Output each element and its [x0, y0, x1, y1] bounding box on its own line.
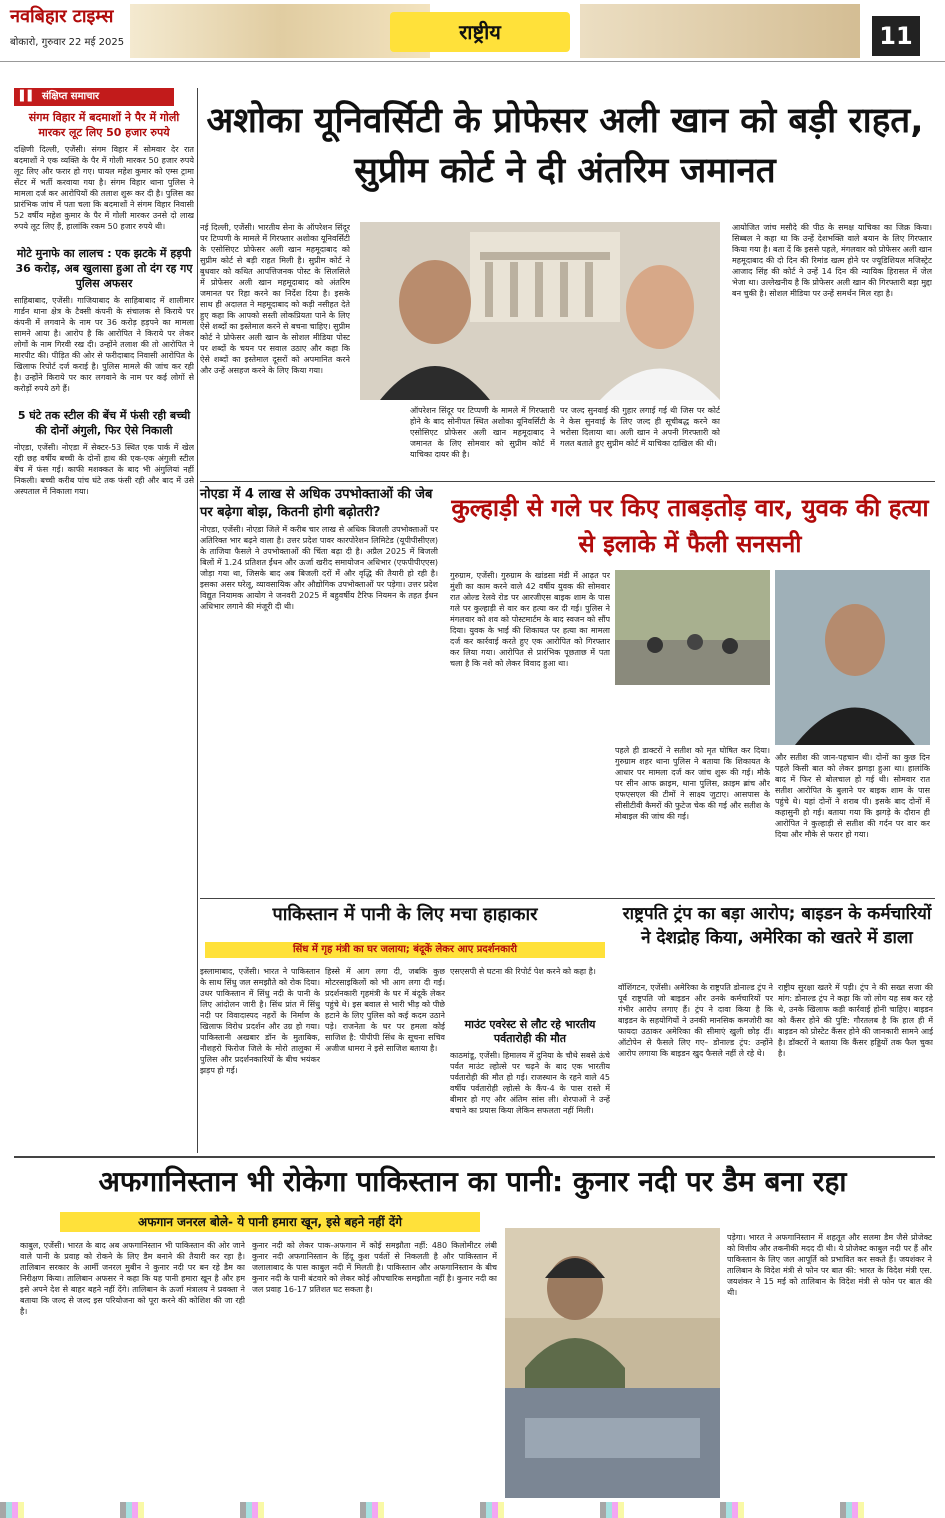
- mountaineer-body: काठमांडू, एजेंसी। हिमालय में दुनिया के चौथे सबसे ऊंचे पर्वत माउंट ल्होत्से पर चढ़ने के बाद एक भारतीय पर्वतारोही की मौत हो गई। राजस्थान के रहने वाले 45 वर्षीय पर्वतारोही ल्होत्से के कैंप-4 के पास रास्ते में बीमार हो गए और अंतिम सांस ली। शेरपाओं ने उन्हें बचाने का प्रयास किया लेकिन सफलता नहीं मिली।: [450, 1051, 610, 1115]
- header-decoration: [130, 4, 430, 58]
- crime-scene-photo: [615, 570, 770, 685]
- afghanistan-column-1: काबुल, एजेंसी। भारत के बाद अब अफगानिस्तान भी पाकिस्तान की ओर जाने वाले पानी के प्रवाह को रोकने के लिए डैम बनाने की तैयारी कर रहा है। तालिबान सरकार के आर्मी जनरल मुबीन ने कुनार नदी पर बन रहे डैम का निरीक्षण किया। तालिबान अफसर ने कहा कि यह पानी हमारा खून है और हम इसे अपने देश से बाहर बहने नहीं देंगे। तालिबान के ऊर्जा मंत्रालय ने प्रवक्ता ने बताया कि जल्द से जल्द इस परियोजना को पूरा करने की कोशिश की जा रही है।: [20, 1241, 245, 1316]
- noida-headline: नोएडा में 4 लाख से अधिक उपभोक्ताओं की जेब पर बढ़ेगा बोझ, कितनी होगी बढ़ोतरी?: [200, 487, 433, 520]
- main-story-column-3: पर जल्द सुनवाई की गुहार लगाई गई थी जिस पर कोर्ट ने केस सुनवाई के लिए जल्द ही सूचीबद्ध करने का भरोसा दिलाया था। अली खान ने अपनी गिरफ्तारी को गलत बताते हुए सुप्रीम कोर्ट में याचिका दाखिल की थी।: [560, 406, 720, 448]
- afghan-general-photo: [505, 1228, 720, 1498]
- column-rule: [197, 88, 198, 1153]
- pakistan-column-3: एसएसपी से घटना की रिपोर्ट पेश करने को कहा है।: [450, 967, 596, 976]
- trump-column-1: वॉशिंगटन, एजेंसी। अमेरिका के राष्ट्रपति डोनाल्ड ट्रंप ने पूर्व राष्ट्रपति जो बाइडन और उनके कर्मचारियों पर गंभीर आरोप लगाए हैं। ट्रंप ने दावा किया है कि बाइडन के सहयोगियों ने उनकी मानसिक कमजोरी का फायदा उठाकर अमेरिका की सीमाएं खुली छोड़ दीं। ऑटोपेन से फैसले लिए गए– डोनाल्ड ट्रंप: उन्होंने आरोप लगाया कि बाइडन खुद फैसले नहीं ले रहे थे।: [618, 983, 773, 1058]
- pakistan-headline: पाकिस्तान में पानी के लिए मचा हाहाकार: [272, 904, 538, 925]
- brief-body-3: नोएडा, एजेंसी। नोएडा में सेक्टर-53 स्थित एक पार्क में खेल रही छह वर्षीय बच्ची के दोनों हाथ की एक-एक अंगुली स्टील बेंच में फंस गई। काफी मशक्कत के बाद भी अंगुलियां नहीं निकली। बच्ची करीब पांच घंटे तक फंसी रही और बाद में उसे अस्पताल में निकाला गया।: [14, 443, 194, 496]
- brief-headline-3: 5 घंटे तक स्टील की बेंच में फंसी रही बच्ची की दोनों अंगुली, फिर ऐसे निकाली: [17, 409, 191, 437]
- afghanistan-subheadline: अफगान जनरल बोले- ये पानी हमारा खून, इसे बहने नहीं देंगे: [60, 1212, 480, 1232]
- afghanistan-headline: अफगानिस्तान भी रोकेगा पाकिस्तान का पानी: कुनार नदी पर डैम बना रहा: [98, 1165, 847, 1198]
- main-headline: अशोका यूनिवर्सिटी के प्रोफेसर अली खान को बड़ी राहत, सुप्रीम कोर्ट ने दी अंतरिम जमानत: [206, 101, 924, 191]
- masthead: नवबिहार टाइम्स: [10, 6, 114, 27]
- section-rule: [200, 481, 935, 482]
- noida-body: नोएडा, एजेंसी। नोएडा जिले में करीब चार लाख से अधिक बिजली उपभोक्ताओं पर अतिरिक्त भार बढ़ने वाला है। उत्तर प्रदेश पावर कारपोरेशन लिमिटेड (यूपीपीसीएल) के ताजिया फैसले ने उपभोक्ताओं की चिंता बढ़ा दी है। अप्रैल 2025 में बिजली बिलों में 1.24 प्रतिशत ईंधन और ऊर्जा खरीद समायोजन अधिभार (एफपीपीएएस) जोड़ा गया था, जिसके बाद अब बिजली दरों में और वृद्धि की तैयारी हो रही है। इसका असर घरेलू, व्यावसायिक और औद्योगिक उपभोक्ताओं पर पड़ेगा। उत्तर प्रदेश विद्युत नियामक आयोग ने जनवरी 2025 में बहुवर्षीय टैरिफ नियमन के तहत ईंधन अधिभार लगाने की मंजूरी दी थी।: [200, 525, 438, 611]
- section-rule-2: [200, 898, 935, 899]
- page-header: [0, 0, 945, 62]
- trump-column-2: राष्ट्रीय सुरक्षा खतरे में पड़ी। ट्रंप ने की सख्त सजा की मांग: डोनाल्ड ट्रंप ने कहा कि जो लोग यह सब कर रहे थे, उनके खिलाफ कड़ी कार्रवाई होनी चाहिए। बाइडन को कैंसर होने की पुष्टि: गौरतलब है कि हाल ही में बाइडन को प्रोस्टेट कैंसर होने की जानकारी सामने आई है। डॉक्टरों ने बताया कि कैंसर हड्डियों तक फैल चुका है।: [778, 983, 933, 1058]
- main-story-photo: [360, 222, 720, 400]
- section-rule-3: [14, 1156, 935, 1158]
- pakistan-subheadline: सिंध में गृह मंत्री का घर जलाया; बंदूकें लेकर आए प्रदर्शनकारी: [205, 942, 605, 958]
- page-number: 11: [872, 16, 920, 56]
- brief-headline-2: मोटे मुनाफे का लालच : एक झटके में हड़पी 36 करोड़, अब खुलासा हुआ तो दंग रह गए पुलिस अफसर: [15, 247, 193, 290]
- trump-headline: राष्ट्रपति ट्रंप का बड़ा आरोप; बाइडन के कर्मचारियों ने देशद्रोह किया, अमेरिका को खतरे में डाला: [622, 904, 932, 948]
- afghanistan-column-3: पड़ेगा। भारत ने अफगानिस्तान में शहतूत और सलमा डैम जैसे प्रोजेक्ट को वित्तीय और तकनीकी मदद दी थी। ये प्रोजेक्ट काबुल नदी पर हैं और पाकिस्तान के लिए जल आपूर्ति को प्रभावित कर सकते हैं। जयशंकर ने तालिबान के विदेश मंत्री से फोन पर बात की: भारत के विदेश मंत्री एस. जयशंकर ने 15 मई को तालिबान के विदेश मंत्री से फोन पर बात की थी।: [727, 1233, 932, 1297]
- pakistan-column-2: हिस्से में आग लगा दी, जबकि कुछ मोटरसाइकिलों को भी आग लगा दी गई। प्रदर्शनकारी गृहमंत्री के घर में बंदूकें लेकर पहुंचे थे। इस बवाल से भारी भीड़ को पीछे हटाने के लिए पुलिस को कई कदम उठाने पड़े। राजनेता के घर पर हमला कोई साजिश है: पीपीपी सिंध के सूचना सचिव अजीज धामरा ने इसे साजिश बताया है।: [325, 967, 445, 1053]
- brief-body-2: साहिबाबाद, एजेंसी। गाजियाबाद के साहिबाबाद में शालीमार गार्डन थाना क्षेत्र के टैक्सी कंपनी के संचालक से किराये पर कंपनी में लगवाने के नाम पर 36 करोड़ हड़पने का मामला सामने आया है। आरोप है कि आरोपित ने किराये पर लेकर लोगों के नाम गिरवी रख दी। उन्होंने तलाश की तो आरोपित ने मारपीट की। पीड़ित की ओर से फरीदाबाद निवासी आरोपित के खिलाफ रिपोर्ट दर्ज कराई है। पुलिस मामले की जांच कर रही है। उन्होंने किराये पर कार लगवाने के नाम पर कई लोगों से करोड़ों रुपये ठगे हैं।: [14, 296, 194, 393]
- header-decoration-right: [580, 4, 860, 58]
- mountaineer-headline: माउंट एवरेस्ट से लौट रहे भारतीय पर्वतारोही की मौत: [464, 1018, 596, 1045]
- sidebar-brief-news: [14, 88, 194, 1153]
- main-story-column-1: नई दिल्ली, एजेंसी। भारतीय सेना के ऑपरेशन सिंदूर पर टिप्पणी के मामले में गिरफ्तार अशोका यूनिवर्सिटी के एसोसिएट प्रोफेसर अली खान महमूदाबाद को सुप्रीम कोर्ट से बड़ी राहत मिली है। सुप्रीम कोर्ट ने बुधवार को कथित आपत्तिजनक पोस्ट के सिलसिले में प्रोफेसर अली खान महमूदाबाद को अंतरिम जमानत पर रिहा करने का निर्देश दिया है। इसके साथ ही अदालत ने महमूदाबाद को कड़ी नसीहत देते हुए कहा कि आपको सस्ती लोकप्रियता पाने के लिए ऐसे शब्दों का इस्तेमाल करने से बचना चाहिए। सुप्रीम कोर्ट ने प्रोफेसर अली खान के सोशल मीडिया पोस्ट पर शब्दों के चयन पर सवाल उठाए और कहा कि ऐसे शब्दों का इस्तेमाल दूसरों को अपमानित करने और उन्हें असहज करने के लिए किया गया।: [200, 223, 350, 375]
- kulhadi-headline: कुल्हाड़ी से गले पर किए ताबड़तोड़ वार, युवक की हत्या से इलाके में फैली सनसनी: [451, 494, 929, 558]
- pakistan-column-1: इस्लामाबाद, एजेंसी। भारत ने पाकिस्तान के साथ सिंधु जल समझौते को रोक दिया। उधर पाकिस्तान में सिंधु नदी के पानी के लिए आंदोलन जारी है। सिंध प्रांत में सिंधु नदी पर विवादास्पद नहरों के निर्माण के खिलाफ विरोध प्रदर्शन और उग्र हो गया। पाकिस्तानी अखबार डॉन के मुताबिक, नौशहरो फिरोज जिले के मोरो तालुका में पुलिस और प्रदर्शनकारियों के बीच भयंकर झड़प हो गई।: [200, 967, 320, 1075]
- section-title: राष्ट्रीय: [390, 12, 570, 52]
- victim-photo: [775, 570, 930, 745]
- kulhadi-column-2: पहले ही डाक्टरों ने सतीश को मृत घोषित कर दिया। गुरुग्राम शहर थाना पुलिस ने बताया कि शिकायत के आधार पर मामला दर्ज कर जांच शुरू की गई। मौके पर सीन आफ क्राइम, थाना पुलिस, क्राइम ब्रांच और एफएसएल की टीमों ने साक्ष्य जुटाए। आसपास के सीसीटीवी कैमरों की फुटेज चेक की गई और सतीश के मोबाइल की जांच की गई।: [615, 746, 770, 821]
- print-registration-marks: [0, 1502, 945, 1518]
- kulhadi-column-3: और सतीश की जान-पहचान थी। दोनों का कुछ दिन पहले किसी बात को लेकर झगड़ा हुआ था। हालांकि बाद में फिर से बोलचाल हो गई थी। सोमवार रात सतीश आरोपित के बुलाने पर बाइक शाम के पास पहुंचे थे। यहां दोनों ने शराब पी। इसके बाद दोनों में कहासुनी हो गई। बताया गया कि झगड़े के दौरान ही आरोपित ने कुल्हाड़ी से सतीश की गर्दन पर वार कर दिया और मौके से फरार हो गया।: [775, 753, 930, 839]
- main-story-caption: ऑपरेशन सिंदूर पर टिप्पणी के मामले में गिरफ्तारी होने के बाद सोनीपत स्थित अशोका यूनिवर्सिटी के एसोसिएट प्रोफेसर अली खान महमूदाबाद ने जमानत के लिए सोमवार को सुप्रीम कोर्ट में याचिका दायर की है।: [410, 406, 555, 459]
- afghanistan-column-2: कुनार नदी को लेकर पाक-अफगान में कोई समझौता नहीं: 480 किलोमीटर लंबी कुनार नदी अफगानिस्तान के हिंदू कुश पर्वतों से निकलती है और पाकिस्तान में जलालाबाद के पास काबुल नदी में मिलती है। पाकिस्तान और अफगानिस्तान के बीच कुनार नदी के पानी बंटवारे को लेकर कोई औपचारिक समझौता नहीं है। कुनार नदी का जल प्रवाह 16-17 प्रतिशत घट सकता है।: [252, 1241, 497, 1294]
- main-story-column-4: आयोजित जांच मसौदे की पीठ के समक्ष याचिका का जिक्र किया। सिब्बल ने कहा था कि उन्हें देशभक्ति वाले बयान के लिए गिरफ्तार किया गया है। बता दें कि इससे पहले, मंगलवार को प्रोफेसर अली खान महमूदाबाद की दो दिन की रिमांड खत्म होने पर ज्यूडिशियल मजिस्ट्रेट आजाद सिंह की कोर्ट ने उन्हें 14 दिन की न्यायिक हिरासत में जेल भेजा था। उल्लेखनीय है कि प्रोफेसर अली खान की गिरफ्तारी बड़ा मुद्दा बन चुकी है। सोशल मीडिया पर उन्हें समर्थन मिल रहा है।: [732, 223, 932, 298]
- sidebar-label: ▌▌ संक्षिप्त समाचार: [14, 88, 174, 106]
- brief-headline-1: संगम विहार में बदमाशों ने पैर में गोली मारकर लूट लिए 50 हजार रुपये: [28, 111, 180, 139]
- brief-body-1: दक्षिणी दिल्ली, एजेंसी। संगम विहार में सोमवार देर रात बदमाशों ने एक व्यक्ति के पैर में गोली मारकर 50 हजार रुपये लूट लिए और फरार हो गए। घायल महेश कुमार को एम्स ट्रामा सेंटर में भर्ती करवाया गया है। संगम विहार थाना पुलिस ने मामला दर्ज कर आरोपियों की तलाश शुरू कर दी है। पुलिस का प्रारंभिक जांच में पता चला कि बदमाशों ने संगम विहार निवासी 52 वर्षीय महेश कुमार के पैर में गोली मारकर उनसे दो लाख रुपये लूट लिए हैं, हालांकि रकम 50 हजार रुपये थी।: [14, 145, 194, 231]
- edition-date: बोकारो, गुरुवार 22 मई 2025: [10, 37, 125, 48]
- kulhadi-body: गुरुग्राम, एजेंसी। गुरुग्राम के खांडसा मंडी में आढ़त पर मुंशी का काम करने वाले 42 वर्षीय युवक की सोमवार रात ओल्ड रेलवे रोड पर आरजीएस बाइक शाम के पास गले पर कुल्हाड़ी से वार कर हत्या कर दी गई। पुलिस ने मंगलवार को शव को पोस्टमार्टम के बाद स्वजन को सौंप दिया। युवक के भाई की शिकायत पर हत्या का मामला दर्ज कर कार्रवाई करते हुए एक आरोपित को गिरफ्तार कर लिया गया। आरोपित से प्रारंभिक पूछताछ में पता चला है कि नशे को लेकर विवाद हुआ था।: [450, 571, 610, 668]
